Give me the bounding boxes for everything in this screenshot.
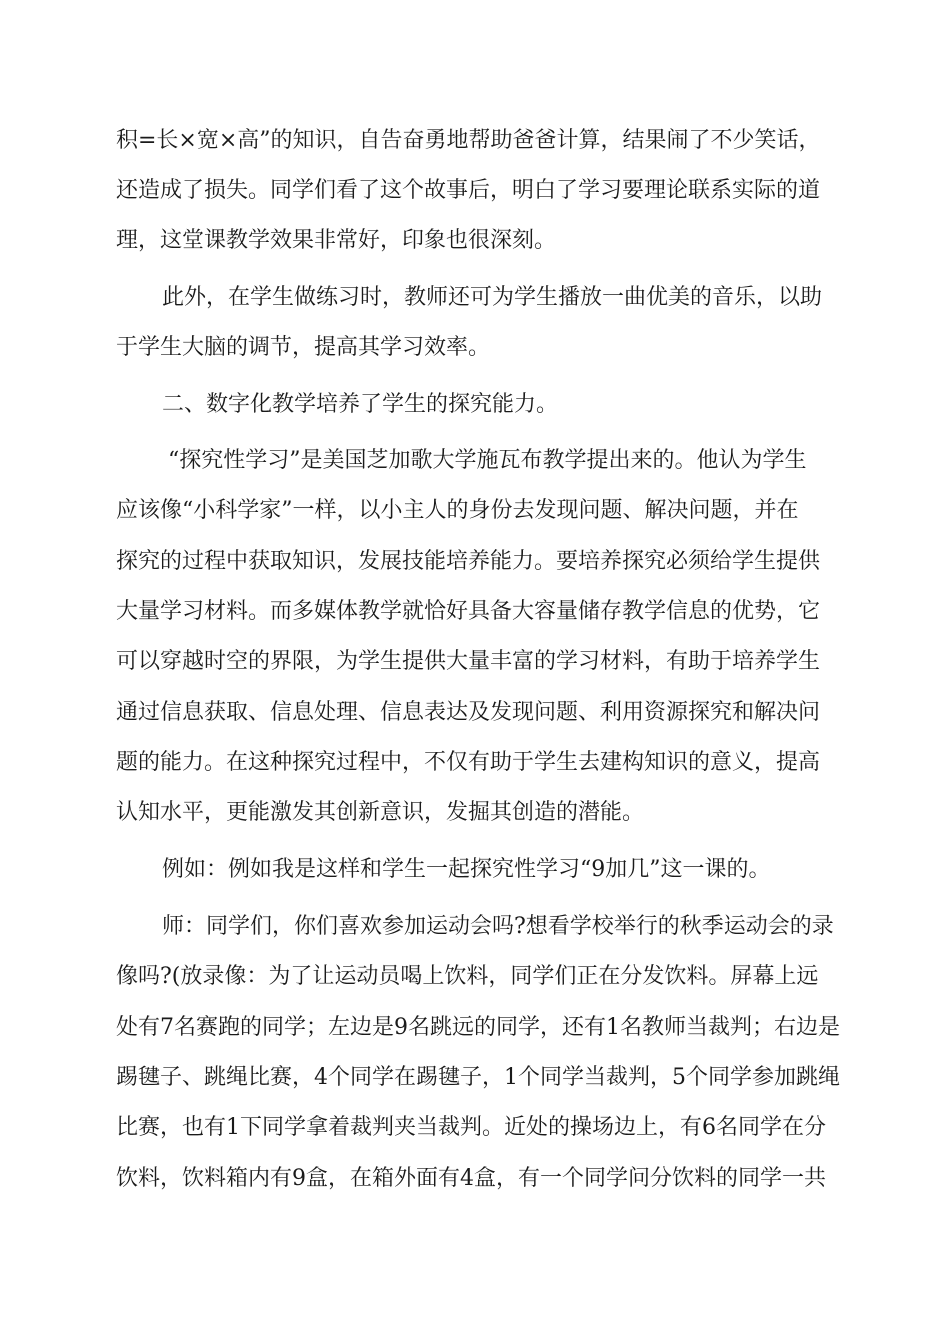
- section-heading: 二、数字化教学培养了学生的探究能力。: [162, 392, 559, 417]
- text-line: 可以穿越时空的界限，为学生提供大量丰富的学习材料，有助于培养学生: [116, 649, 821, 674]
- text-line: 饮料，饮料箱内有9盒，在箱外面有4盒，有一个同学问分饮料的同学一共: [116, 1166, 826, 1191]
- text-line: 积=长×宽×高”的知识，自告奋勇地帮助爸爸计算，结果闹了不少笑话，: [116, 128, 821, 153]
- text-line: 师：同学们，你们喜欢参加运动会吗?想看学校举行的秋季运动会的录: [162, 914, 834, 939]
- text-line: 例如：例如我是这样和学生一起探究性学习“9加几”这一课的。: [162, 857, 771, 882]
- text-line: 于学生大脑的调节，提高其学习效率。: [116, 335, 491, 360]
- text-line: 此外，在学生做练习时，教师还可为学生播放一曲优美的音乐，以助: [162, 285, 823, 310]
- text-line: 认知水平，更能激发其创新意识，发掘其创造的潜能。: [116, 800, 645, 825]
- text-line: 应该像“小科学家”一样，以小主人的身份去发现问题、解决问题，并在: [116, 498, 799, 523]
- text-line: 处有7名赛跑的同学；左边是9名跳远的同学，还有1名教师当裁判；右边是: [116, 1015, 840, 1040]
- text-line: 通过信息获取、信息处理、信息表达及发现问题、利用资源探究和解决问: [116, 700, 821, 725]
- text-line: 题的能力。在这种探究过程中，不仅有助于学生去建构知识的意义，提高: [116, 750, 821, 775]
- text-line: 踢毽子、跳绳比赛，4个同学在踢毽子，1个同学当裁判，5个同学参加跳绳: [116, 1065, 840, 1090]
- text-line: 探究的过程中获取知识，发展技能培养能力。要培养探究必须给学生提供: [116, 549, 821, 574]
- text-line: 理，这堂课教学效果非常好，印象也很深刻。: [116, 228, 557, 253]
- text-line: 比赛，也有1下同学拿着裁判夹当裁判。近处的操场边上，有6名同学在分: [116, 1115, 826, 1140]
- text-line: “探究性学习”是美国芝加歌大学施瓦布教学提出来的。他认为学生: [168, 448, 807, 473]
- text-line: 大量学习材料。而多媒体教学就恰好具备大容量储存教学信息的优势，它: [116, 599, 821, 624]
- text-line: 像吗?(放录像：为了让运动员喝上饮料，同学们正在分发饮料。屏幕上远: [116, 964, 819, 989]
- text-line: 还造成了损失。同学们看了这个故事后，明白了学习要理论联系实际的道: [116, 178, 821, 203]
